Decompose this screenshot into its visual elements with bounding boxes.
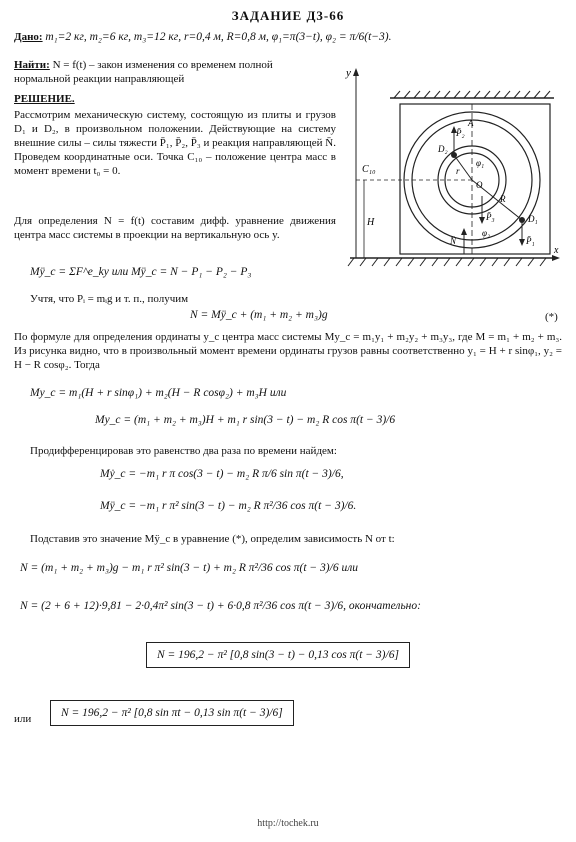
- y-axis-arrow: [353, 68, 359, 76]
- d1-label: D₁: [528, 214, 538, 224]
- equation-2-tag: (*): [545, 311, 558, 323]
- plate: [400, 104, 550, 254]
- or-label: или: [14, 713, 32, 725]
- equation-4: My_c = (m₁ + m₂ + m₃)H + m₁ r sin(3 − t) − m₂ R cos π(t − 3)/6: [95, 414, 396, 426]
- p2-label: P̄₂: [456, 128, 465, 138]
- paragraph-5: Продифференцировав это равенство два раза по времени найдем:: [30, 445, 337, 457]
- y-axis-label: y: [346, 67, 351, 79]
- find-label: Найти:: [14, 59, 50, 71]
- ground-hatching: [348, 258, 546, 266]
- phi2-label: φ₂: [482, 228, 491, 238]
- footer-url: http://tochek.ru: [257, 818, 319, 829]
- equation-6: Mÿ_c = −m₁ r π² sin(3 − t) − m₂ R π²/36 cos π(t − 3)/6.: [100, 500, 357, 512]
- equation-8: N = (2 + 6 + 12)·9,81 − 2·0,4π² sin(3 − t) + 6·0,8 π²/36 cos π(t − 3)/6, окончательно:: [20, 600, 421, 612]
- find-line: [14, 58, 329, 86]
- o-label: O: [476, 180, 483, 190]
- given-line: [14, 30, 392, 44]
- c10-label: C₁₀: [362, 164, 376, 175]
- n-label: N̄: [450, 236, 457, 246]
- phi1-label: φ₁: [476, 158, 485, 168]
- find-text: N = f(t) – закон изменения со временем полной нормальной реакции направляющей: [14, 59, 273, 85]
- result-box-2: N = 196,2 − π² [0,8 sin πt − 0,13 sin π(t − 3)/6]: [50, 700, 294, 726]
- equation-7: N = (m₁ + m₂ + m₃)g − m₁ r π² sin(3 − t) + m₂ R π²/36 cos π(t − 3)/6 или: [20, 562, 358, 574]
- given-text: m₁=2 кг, m₂=6 кг, m₃=12 кг, r=0,4 м, R=0,8 м, φ₁=π(3−t), φ₂ = π/6(t−3).: [45, 31, 392, 43]
- force-p1-arrow: [519, 239, 525, 246]
- paragraph-4: По формуле для определения ординаты y_c центра масс системы My_c = m₁y₁ + m₂y₂ + m₃y₃, где M = m₁ + m₂ + m₃. Из рисунка видно, что в произвольный момент времени ординаты грузов равны соответственно y₁ = H + r sinφ₁, y₂ = H − R cosφ₂. Тогда: [14, 331, 562, 371]
- top-hatching: [394, 91, 550, 98]
- solution-label: РЕШЕНИЕ.: [14, 93, 75, 105]
- page-title: ЗАДАНИЕ Д3-66: [231, 8, 345, 23]
- result-box-1: N = 196,2 − π² [0,8 sin(3 − t) − 0,13 cos π(t − 3)/6]: [146, 642, 410, 668]
- paragraph-1: Рассмотрим механическую систему, состоящую из плиты и грузов D₁ и D₂, в произвольном положении. Действующие на систему внешние силы – силы тяжести P̄₁, P̄₂, P̄₃ и реакция направляющей N̄. Проведем координатные оси. Точка C₁₀ – положение центра масс в момент времени t₀ = 0.: [14, 109, 336, 177]
- paragraph-6: Подставив это значение Mÿ_c в уравнение (*), определим зависимость N от t:: [30, 533, 395, 545]
- p3-label: P̄₃: [486, 212, 495, 222]
- R-label: R: [500, 194, 506, 204]
- paragraph-2: Для определения N = f(t) составим дифф. уравнение движения центра масс системы в проекции на вертикальную ось y.: [14, 215, 336, 241]
- given-label: Дано:: [14, 31, 43, 43]
- force-n-arrow: [461, 228, 467, 235]
- r-label: r: [456, 166, 460, 176]
- paragraph-3: Учтя, что Pᵢ = mᵢg и т. п., получим: [30, 293, 189, 305]
- mechanism-figure: [342, 60, 564, 272]
- a-label: A: [468, 118, 474, 128]
- equation-1: Mÿ_c = ΣF^e_ky или Mÿ_c = N − P₁ − P₂ − P₃: [30, 266, 252, 278]
- d2-label: D₂: [438, 144, 448, 154]
- p1-label: P̄₁: [526, 236, 535, 246]
- equation-2: N = Mÿ_c + (m₁ + m₂ + m₃)g: [190, 309, 328, 321]
- h-label: H: [367, 217, 375, 228]
- x-axis-label: x: [554, 245, 559, 256]
- force-p3-arrow: [479, 217, 485, 224]
- equation-3: My_c = m₁(H + r sinφ₁) + m₂(H − R cosφ₂) + m₃H или: [30, 387, 287, 399]
- equation-5: Mẏ_c = −m₁ r π cos(3 − t) − m₂ R π/6 sin π(t − 3)/6,: [100, 468, 344, 480]
